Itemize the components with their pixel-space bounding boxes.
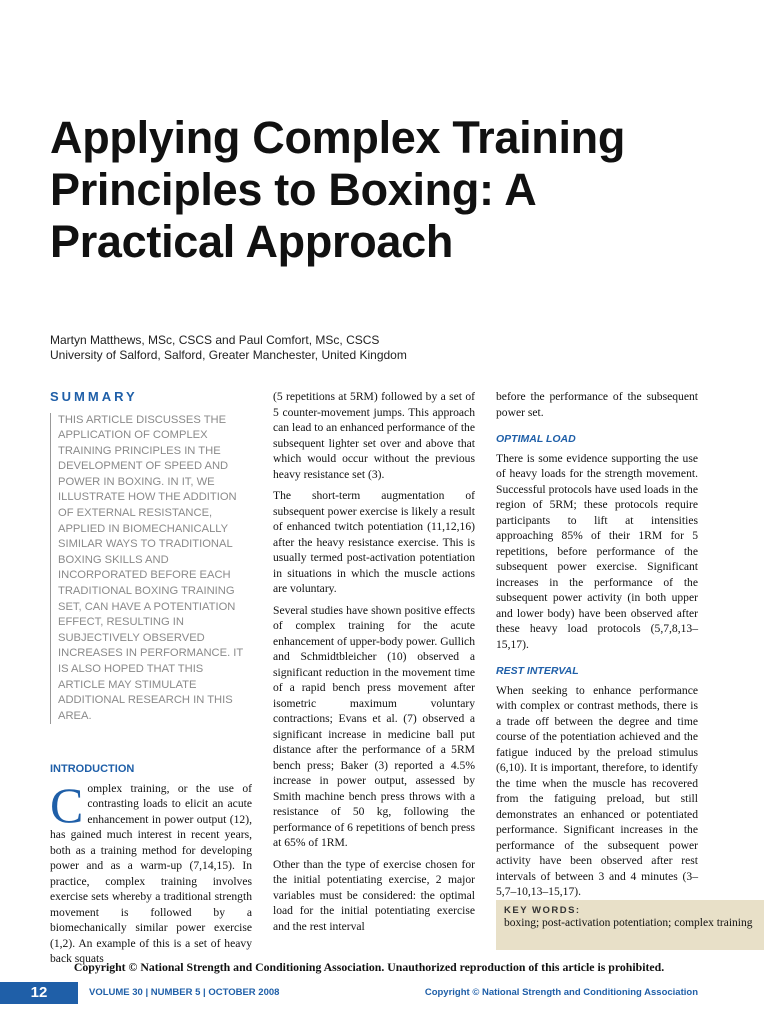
introduction-paragraph [50, 776, 252, 967]
rest-interval-heading: REST INTERVAL [496, 665, 579, 677]
author-block [50, 333, 730, 363]
optimal-load-heading: OPTIMAL LOAD [496, 433, 576, 445]
paragraph: When seeking to enhance performance with complex or contrast methods, there is a trade off between the degree and time course of the potentiation achieved and the fatigue induced by the preload stimulus (6,10). It is important, therefore, to identify the time when the muscle has recovered from the fatiguing preload, but still demonstrates an enhanced or potentiated performance. Significant increases in the performance of the subsequent power activity have been observed after rest intervals of between 3 and 4 minutes (3–5,7–10,13–15,17). [496, 683, 698, 898]
copyright-notice: Copyright © National Strength and Conditioning Association. Unauthorized reproduction of this article is prohibited. [73, 960, 665, 974]
author-names: Martyn Matthews, MSc, CSCS and Paul Comfort, MSc, CSCS [50, 333, 380, 347]
column-3 [496, 389, 698, 906]
paragraph: The short-term augmentation of subsequent power exercise is likely a result of enhanced twitch potentiation (11,12,16) after the heavy resistance exercise. This is usually termed post-activation potentiation in situations in which the muscle actions are voluntary. [273, 489, 475, 595]
paragraph: There is some evidence supporting the use of heavy loads for the strength movement. Successful protocols have used loads in the region of 5RM; these protocols require participants to lift at intensities approaching 85% of their 1RM for 5 repetitions, before performance of the subsequent power exercise. Significant increases in the performance of the subsequent power activity (in both upper and lower body) have been observed after these heavy load protocols (5,7,8,13–15,17). [496, 451, 698, 651]
paragraph: Several studies have shown positive effects of complex training for the acute enhancement of upper-body power. Gullich and Schmidtbleicher (10) observed a significant reduction in the movement time of a rapid bench press movement after isometric maximum voluntary contractions; Evans et al. (7) observed a significant increase in medicine ball put distance after the performance of a 5RM bench press; Baker (3) reported a 4.5% increase in power output, assessed by Smith machine bench press throws with a resistance of 50 kg, following the performance of 6 repetitions of bench press at 65% of 1RM. [273, 603, 475, 849]
issue-info: VOLUME 30 | NUMBER 5 | OCTOBER 2008 [89, 987, 280, 998]
introduction-text: omplex training, or the use of contrasting loads to elicit an acute enhancement in power output (12), has gained much interest in recent years, both as a training method for developing power and as a warm-up (7,14,15). In practice, complex training involves exercise sets whereby a traditional strength movement is followed by a biomechanically similar power exercise (1,2). An example of this is a set of heavy back squats [50, 781, 252, 966]
page-footer [0, 982, 768, 1004]
page-number: 12 [0, 982, 78, 1004]
article-title: Applying Complex Training Principles to Boxing: A Practical Approach [50, 112, 626, 267]
paragraph: before the performance of the subsequent power set. [496, 390, 698, 419]
column-1 [50, 389, 252, 973]
keywords-box [496, 900, 764, 950]
author-affiliation: University of Salford, Salford, Greater Manchester, United Kingdom [50, 348, 407, 362]
drop-cap: C [50, 776, 84, 833]
keywords-text: boxing; post-activation potentiation; complex training [504, 917, 753, 929]
footer-copyright: Copyright © National Strength and Conditioning Association [424, 987, 698, 998]
introduction-heading: INTRODUCTION [50, 763, 135, 776]
column-2 [273, 389, 475, 940]
keywords-label: KEY WORDS: [504, 905, 581, 916]
paragraph: Other than the type of exercise chosen for the initial potentiating exercise, 2 major variables must be considered: the optimal load for the initial potentiating exercise and the rest interval [273, 857, 475, 933]
paragraph: (5 repetitions at 5RM) followed by a set of 5 counter-movement jumps. This approach can lead to an enhanced performance of the subsequent lighter set over and above that which would occur without the previous heavy resistance set (3). [273, 390, 475, 481]
summary-text: THIS ARTICLE DISCUSSES THE APPLICATION OF COMPLEX TRAINING PRINCIPLES IN THE DEVELOPMENT OF SPEED AND POWER IN BOXING. IN IT, WE ILLUSTRATE HOW THE ADDITION OF EXTERNAL RESISTANCE, APPLIED IN BIOMECHANICALLY SIMILAR WAYS TO TRADITIONAL BOXING SKILLS AND INCORPORATED BEFORE EACH TRADITIONAL BOXING TRAINING SET, CAN HAVE A POTENTIATION EFFECT, RESULTING IN SUBJECTIVELY OBSERVED INCREASES IN PERFORMANCE. IT IS ALSO HOPED THAT THIS ARTICLE MAY STIMULATE ADDITIONAL RESEARCH IN THIS AREA. [50, 413, 252, 725]
summary-heading: SUMMARY [50, 389, 138, 404]
